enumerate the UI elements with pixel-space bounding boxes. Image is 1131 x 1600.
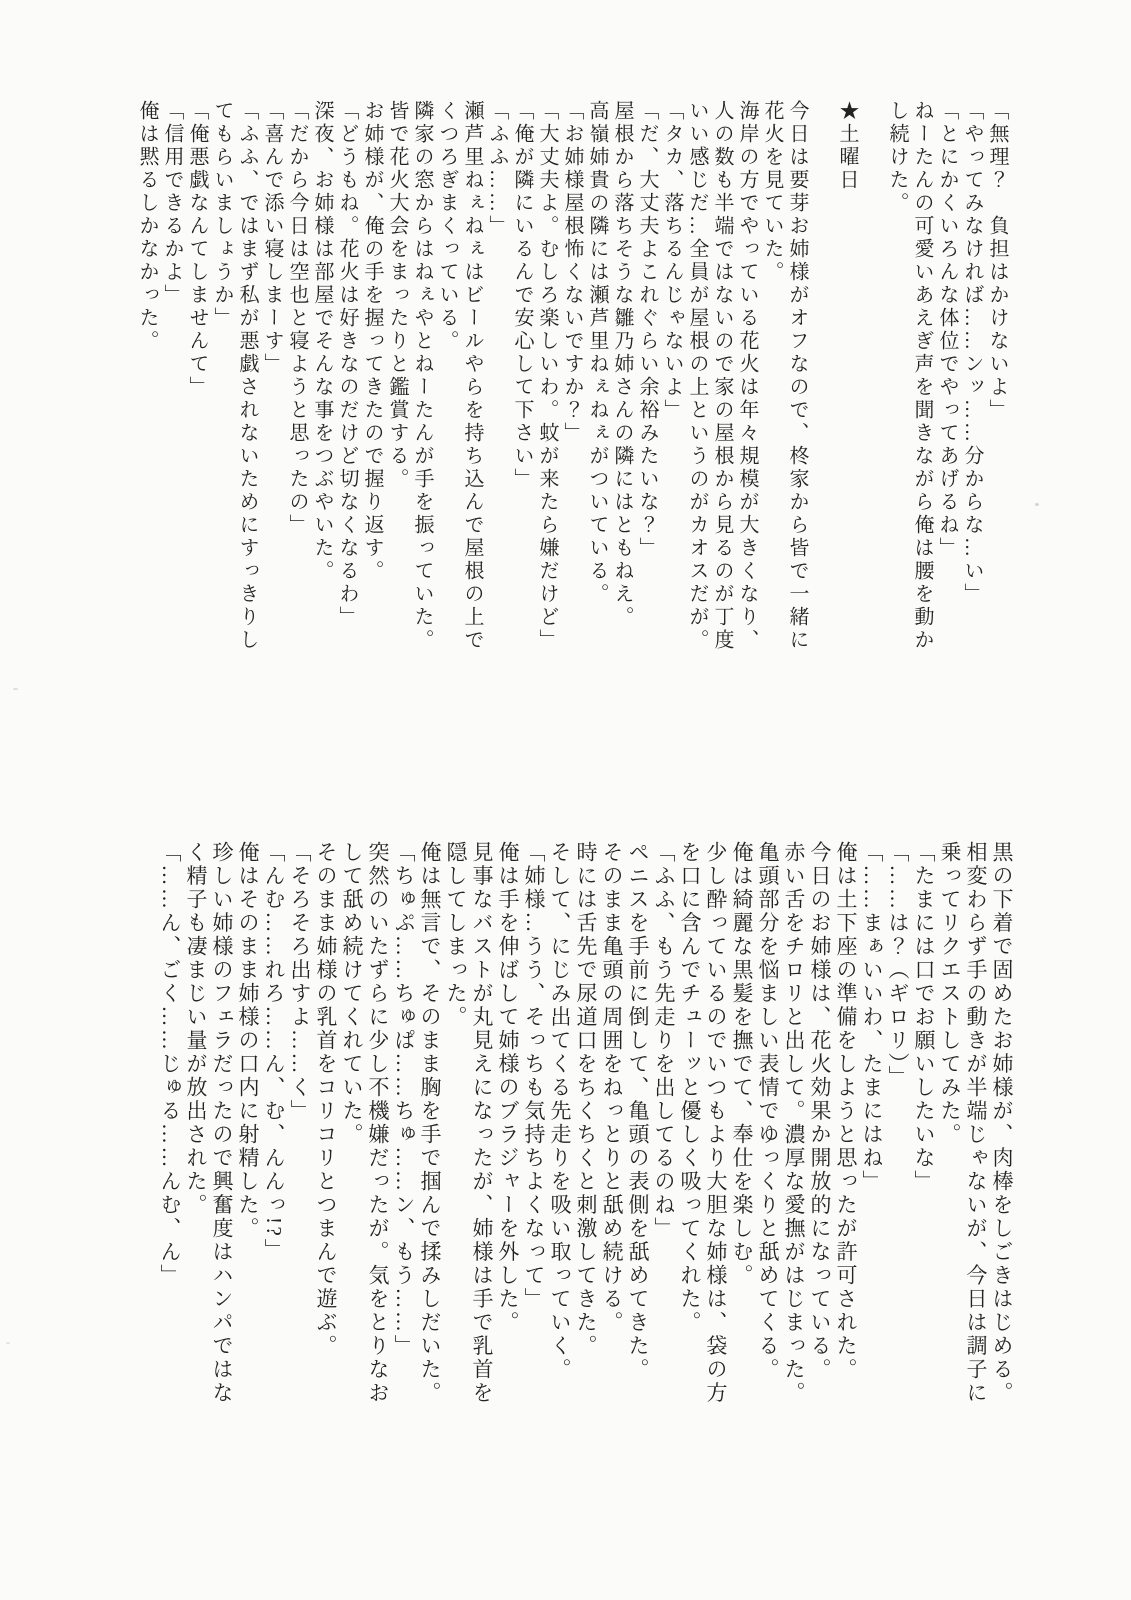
text-column: そのまま姉様の乳首をコリコリとつまんで遊ぶ。 <box>314 841 338 1358</box>
text-column: 俺は黙るしかなかった。 <box>136 100 158 353</box>
text-column: 「俺が隣にいるんで安心して下さい」 <box>511 100 533 491</box>
text-column: お姉様が、俺の手を握ってきたので握り返す。 <box>361 100 383 583</box>
text-column: 「そろそろ出すよ……く」 <box>288 841 312 1123</box>
text-column: ペニスを手前に倒して、亀頭の表側を舐めてきた。 <box>626 841 650 1382</box>
text-column: 「ふふ、もう先走りを出してるのね」 <box>652 841 676 1241</box>
blank-column <box>859 100 884 725</box>
text-column: 「ちゅぷ……ちゅぱ……ちゅ……ン、もう……」 <box>392 841 416 1358</box>
text-column: 「大丈夫よ。むしろ楽しいわ。蚊が来たら嫌だけど」 <box>536 100 558 652</box>
text-column: 黒の下着で固めたお姉様が、肉棒をしごきはじめる。 <box>990 841 1014 1405</box>
text-column: 今日は要芽お姉様がオフなので、柊家から皆で一緒に <box>786 100 808 652</box>
text-column: 「……は？（ギロリ）」 <box>886 841 910 1089</box>
text-column: 俺は土下座の準備をしようと思ったが許可された。 <box>834 841 858 1382</box>
text-column: し続けた。 <box>886 100 908 215</box>
text-column: 「喜んで添い寝しまーす」 <box>261 100 283 376</box>
text-column: 珍しい姉様のフェラだったので興奮度はハンパではな <box>210 841 234 1405</box>
text-column: 俺は綺麗な黒髪を撫でて、奉仕を楽しむ。 <box>730 841 754 1288</box>
text-column: 隠してしまった。 <box>444 841 468 1029</box>
text-column: 「だから今日は空也と寝ようと思ったの」 <box>286 100 308 537</box>
text-column: 亀頭部分を悩ましい表情でゆっくりと舐めてくる。 <box>756 841 780 1382</box>
bottom-text-block <box>157 841 1015 1486</box>
scan-speck <box>6 1342 10 1344</box>
text-column: 「やってみなければ……ンッ……分からな…い」 <box>961 100 983 606</box>
text-column: 俺はそのまま姉様の口内に射精した。 <box>236 841 260 1241</box>
text-column: 皆で花火大会をまったりと鑑賞する。 <box>386 100 408 491</box>
text-column: 花火を見ていた。 <box>761 100 783 284</box>
text-column: 乗ってリクエストしてみた。 <box>938 841 962 1147</box>
text-column: 少し酔っているのでいつもより大胆な姉様は、袋の方 <box>704 841 728 1405</box>
text-column: 「信用できるかよ」 <box>161 100 183 307</box>
text-column: 「とにかくいろんな体位でやってあげるね」 <box>936 100 958 560</box>
text-column: 「お姉様屋根怖くないですか？」 <box>561 100 583 445</box>
text-column: そして、にじみ出てくる先走りを吸い取っていく。 <box>548 841 572 1382</box>
text-column: 「ふふ、ではまず私が悪戯されないためにすっきりし <box>236 100 258 652</box>
text-column: 「姉様…うう、そっちも気持ちよくなって」 <box>522 841 546 1311</box>
text-column: そのまま亀頭の周囲をねっとりと舐め続ける。 <box>600 841 624 1335</box>
text-column: いい感じだ…全員が屋根の上というのがカオスだが。 <box>686 100 708 652</box>
saturday-section-header: ★土曜日 <box>836 100 858 192</box>
text-column: 突然のいたずらに少し不機嫌だったが。気をとりなお <box>366 841 390 1405</box>
text-column: 屋根から落ちそうな雛乃姉さんの隣にはともねえ。 <box>611 100 633 629</box>
text-column: 「……まぁいいわ、たまにはね」 <box>860 841 884 1194</box>
text-column: 「俺悪戯なんてしませんて」 <box>186 100 208 399</box>
text-column: 「んむ……れろ……ん、む、んんっ!?」 <box>262 841 286 1262</box>
text-column: 海岸の方でやっている花火は年々規模が大きくなり、 <box>736 100 758 652</box>
text-column: 「だ、大丈夫よこれぐらい余裕みたいな？」 <box>636 100 658 560</box>
text-column: して舐め続けてくれていた。 <box>340 841 364 1147</box>
text-column: 時には舌先で尿道口をちくちくと刺激してきた。 <box>574 841 598 1358</box>
text-column: ねーたんの可愛いあえぎ声を聞きながら俺は腰を動か <box>911 100 933 652</box>
text-column: 隣家の窓からはねぇやとねーたんが手を振っていた。 <box>411 100 433 652</box>
text-column: 「どうもね。花火は好きなのだけど切なくなるわ」 <box>336 100 358 629</box>
text-column: 「タカ、落ちるんじゃないよ」 <box>661 100 683 422</box>
text-column: 瀬芦里ねぇねぇはビールやらを持ち込んで屋根の上で <box>461 100 483 652</box>
text-column: 深夜、お姉様は部屋でそんな事をつぶやいた。 <box>311 100 333 583</box>
scan-speck <box>1035 503 1039 506</box>
text-column: 俺は無言で、そのまま胸を手で掴んで揉みしだいた。 <box>418 841 442 1405</box>
text-column: 「……ん、ごく……じゅる……んむ、ん」 <box>158 841 182 1288</box>
text-column: 見事なバストが丸見えになったが、姉様は手で乳首を <box>470 841 494 1405</box>
text-column: 今日のお姉様は、花火効果か開放的になっている。 <box>808 841 832 1382</box>
text-column: 高嶺姉貴の隣には瀬芦里ねぇねぇがついている。 <box>586 100 608 606</box>
text-column: 相変わらず手の動きが半端じゃないが、今日は調子に <box>964 841 988 1405</box>
blank-column <box>809 100 834 725</box>
text-column: 赤い舌をチロリと出して。濃厚な愛撫がはじまった。 <box>782 841 806 1405</box>
text-column: てもらいましょうか」 <box>211 100 233 330</box>
text-column: 人の数も半端ではないので家の屋根から見るのが丁度 <box>711 100 733 652</box>
top-text-block <box>134 100 1009 725</box>
text-column: を口に含んでチューッと優しく吸ってくれた。 <box>678 841 702 1335</box>
text-column: く精子も凄まじい量が放出された。 <box>184 841 208 1217</box>
text-column: 「たまには口でお願いしたいな」 <box>912 841 936 1194</box>
text-column: 俺は手を伸ばして姉様のブラジャーを外した。 <box>496 841 520 1335</box>
text-column: 「無理？ 負担はかけないよ」 <box>986 100 1008 422</box>
text-column: 「ふふ……」 <box>486 100 508 238</box>
scan-speck <box>13 688 18 690</box>
text-column: くつろぎまくっている。 <box>436 100 458 353</box>
